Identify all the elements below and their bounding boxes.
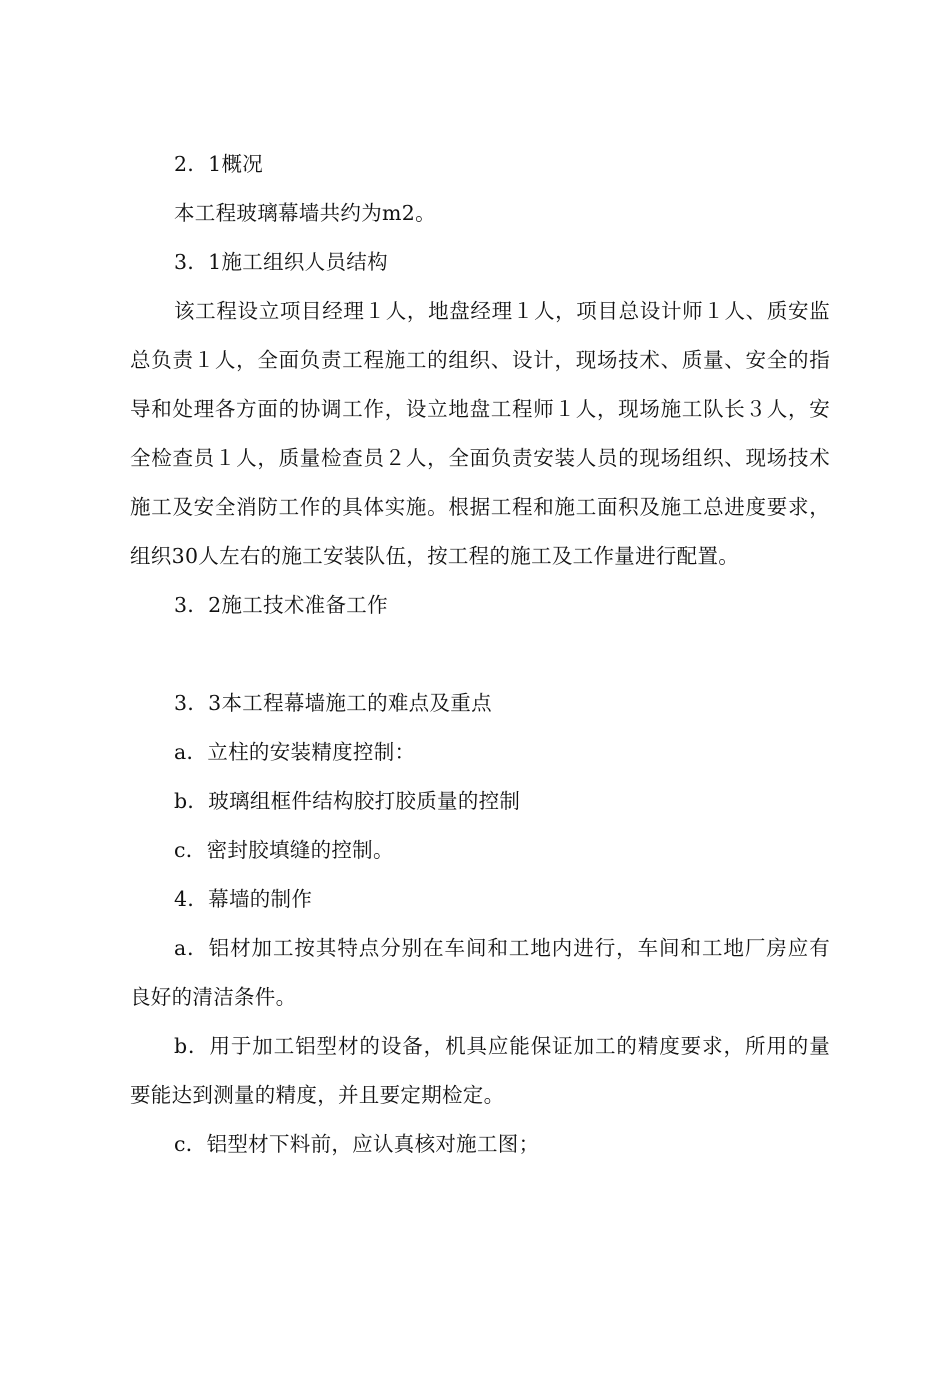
paragraph-glass-curtain-area: 本工程玻璃幕墙共约为m2。 (174, 201, 436, 225)
list-item-a-column-precision: a．立柱的安装精度控制： (174, 740, 416, 764)
heading-3-1-organization: 3．1施工组织人员结构 (174, 250, 388, 274)
paragraph-b-equipment: b．用于加工铝型材的设备，机具应能保证加工的精度要求，所用的量要能达到测量的精度，并且要定期检定。 (130, 1034, 830, 1107)
heading-4-fabrication: 4．幕墙的制作 (174, 887, 313, 911)
paragraph-a-aluminum-processing: a．铝材加工按其特点分别在车间和工地内进行，车间和工地厂房应有良好的清洁条件。 (130, 936, 830, 1009)
paragraph-c-cutting: c．铝型材下料前，应认真核对施工图； (174, 1132, 540, 1156)
heading-3-2-technical-preparation: 3．2施工技术准备工作 (174, 593, 388, 617)
paragraph-organization-staffing: 该工程设立项目经理１人，地盘经理１人，项目总设计师１人、质安监总负责１人，全面负责工程施工的组织、设计，现场技术、质量、安全的指导和处理各方面的协调工作，设立地盘工程师１人，现场施工队长３人，安全检查员１人，质量检查员２人，全面负责安装人员的现场组织、现场技术施工及安全消防工作的具体实施。根据工程和施工面积及施工总进度要求，组织30人左右的施工安装队伍，按工程的施工及工作量进行配置。 (130, 299, 830, 568)
heading-2-1-overview: 2．1概况 (174, 152, 264, 176)
blank-line (130, 630, 830, 679)
document-body (130, 140, 830, 1169)
list-item-c-sealant: c．密封胶填缝的控制。 (174, 838, 394, 862)
list-item-b-structural-glue: b．玻璃组框件结构胶打胶质量的控制 (174, 789, 521, 813)
heading-3-3-difficulties: 3．3本工程幕墙施工的难点及重点 (174, 691, 492, 715)
